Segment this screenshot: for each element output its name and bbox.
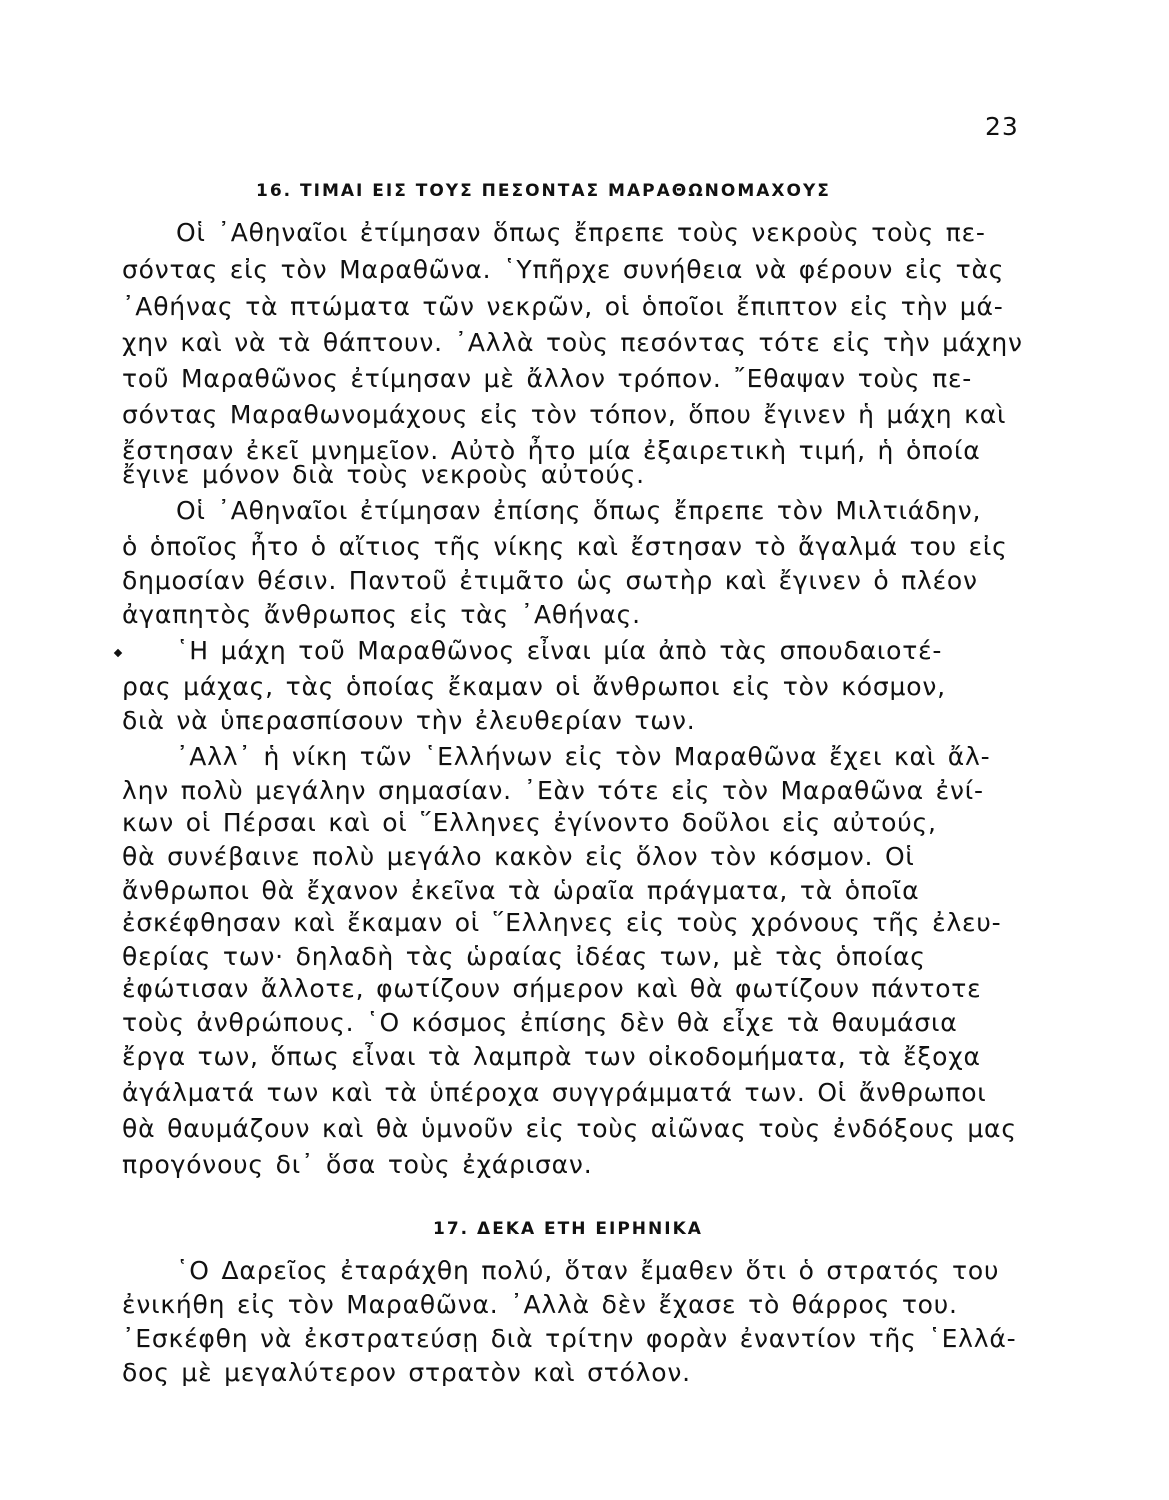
body-line: θερίας των· δηλαδὴ τὰς ὡραίας ἰδέας των, μὲ τὰς ὁποίας: [122, 942, 926, 971]
body-line: ῾Ο Δαρεῖος ἐταράχθη πολύ, ὅταν ἔμαθεν ὅτι ὁ στρατός του: [176, 1256, 1000, 1285]
speck-mark: [114, 649, 122, 657]
body-line: ρας μάχας, τὰς ὁποίας ἔκαμαν οἱ ἄνθρωποι εἰς τὸν κόσμον,: [122, 672, 946, 701]
body-line: θὰ συνέβαινε πολὺ μεγάλο κακὸν εἰς ὅλον τὸν κόσμον. Οἱ: [122, 842, 915, 871]
body-line: τοὺς ἀνθρώπους. ῾Ο κόσμος ἐπίσης δὲν θὰ εἶχε τὰ θαυμάσια: [122, 1008, 958, 1037]
section-17-heading: 17. ΔΕΚΑ ΕΤΗ ΕΙΡΗΝΙΚΑ: [433, 1219, 703, 1239]
body-line: ἐφώτισαν ἄλλοτε, φωτίζουν σήμερον καὶ θὰ φωτίζουν πάντοτε: [122, 974, 982, 1003]
body-line: σόντας Μαραθωνομάχους εἰς τὸν τόπον, ὅπου ἔγινεν ἡ μάχη καὶ: [122, 400, 1007, 429]
body-line: ἔστησαν ἐκεῖ μνημεῖον. Αὐτὸ ἦτο μία ἐξαιρετικὴ τιμή, ἡ ὁποία: [122, 436, 981, 465]
body-line: ἀγαπητὸς ἄνθρωπος εἰς τὰς ᾿Αθήνας.: [122, 600, 641, 629]
body-line: ἐνικήθη εἰς τὸν Μαραθῶνα. ᾿Αλλὰ δὲν ἔχασε τὸ θάρρος του.: [122, 1290, 958, 1319]
body-line: ἐσκέφθησαν καὶ ἔκαμαν οἱ ῞Ελληνες εἰς τοὺς χρόνους τῆς ἐλευ-: [122, 908, 1002, 937]
body-line: ῾Η μάχη τοῦ Μαραθῶνος εἶναι μία ἀπὸ τὰς σπουδαιοτέ-: [176, 636, 943, 665]
body-line: κων οἱ Πέρσαι καὶ οἱ ῞Ελληνες ἐγίνοντο δοῦλοι εἰς αὐτούς,: [122, 808, 937, 837]
body-line: ᾿Εσκέφθη νὰ ἐκστρατεύσῃ διὰ τρίτην φορὰν ἐναντίον τῆς ῾Ελλά-: [122, 1324, 1017, 1353]
body-line: θὰ θαυμάζουν καὶ θὰ ὑμνοῦν εἰς τοὺς αἰῶνας τοὺς ἐνδόξους μας: [122, 1114, 1017, 1143]
body-line: ἀγάλματά των καὶ τὰ ὑπέροχα συγγράμματά των. Οἱ ἄνθρωποι: [122, 1078, 987, 1107]
body-line: διὰ νὰ ὑπερασπίσουν τὴν ἐλευθερίαν των.: [122, 706, 696, 735]
body-line: χην καὶ νὰ τὰ θάπτουν. ᾿Αλλὰ τοὺς πεσόντας τότε εἰς τὴν μάχην: [122, 328, 1023, 357]
body-line: Οἱ ᾿Αθηναῖοι ἐτίμησαν ὅπως ἔπρεπε τοὺς νεκροὺς τοὺς πε-: [176, 218, 986, 247]
body-line: ἔργα των, ὅπως εἶναι τὰ λαμπρὰ των οἰκοδομήματα, τὰ ἔξοχα: [122, 1042, 981, 1071]
body-line: δημοσίαν θέσιν. Παντοῦ ἐτιμᾶτο ὡς σωτὴρ καὶ ἔγινεν ὁ πλέον: [122, 566, 978, 595]
section-16-heading: 16. ΤΙΜΑΙ ΕΙΣ ΤΟΥΣ ΠΕΣΟΝΤΑΣ ΜΑΡΑΘΩΝΟΜΑΧΟΥΣ: [256, 181, 831, 201]
body-line: λην πολὺ μεγάλην σημασίαν. ᾿Εὰν τότε εἰς τὸν Μαραθῶνα ἐνί-: [122, 776, 984, 805]
body-line: σόντας εἰς τὸν Μαραθῶνα. ῾Υπῆρχε συνήθεια νὰ φέρουν εἰς τὰς: [122, 255, 1005, 284]
body-line: προγόνους δι᾿ ὅσα τοὺς ἐχάρισαν.: [122, 1150, 593, 1179]
body-line: Οἱ ᾿Αθηναῖοι ἐτίμησαν ἐπίσης ὅπως ἔπρεπε τὸν Μιλτιάδην,: [176, 496, 982, 525]
body-line: δος μὲ μεγαλύτερον στρατὸν καὶ στόλον.: [122, 1358, 691, 1387]
page-number: 23: [985, 112, 1019, 141]
body-line: ἄνθρωποι θὰ ἔχανον ἐκεῖνα τὰ ὡραῖα πράγματα, τὰ ὁποῖα: [122, 876, 920, 905]
body-line: ᾿Αλλ᾿ ἡ νίκη τῶν ῾Ελλήνων εἰς τὸν Μαραθῶνα ἔχει καὶ ἄλ-: [176, 742, 991, 771]
body-line: ἔγινε μόνον διὰ τοὺς νεκροὺς αὐτούς.: [122, 460, 645, 489]
body-line: τοῦ Μαραθῶνος ἐτίμησαν μὲ ἄλλον τρόπον. ῎Εθαψαν τοὺς πε-: [122, 364, 973, 393]
body-line: ᾿Αθήνας τὰ πτώματα τῶν νεκρῶν, οἱ ὁποῖοι ἔπιπτον εἰς τὴν μά-: [122, 292, 1004, 321]
body-line: ὁ ὁποῖος ἦτο ὁ αἴτιος τῆς νίκης καὶ ἔστησαν τὸ ἄγαλμά του εἰς: [122, 532, 1008, 561]
